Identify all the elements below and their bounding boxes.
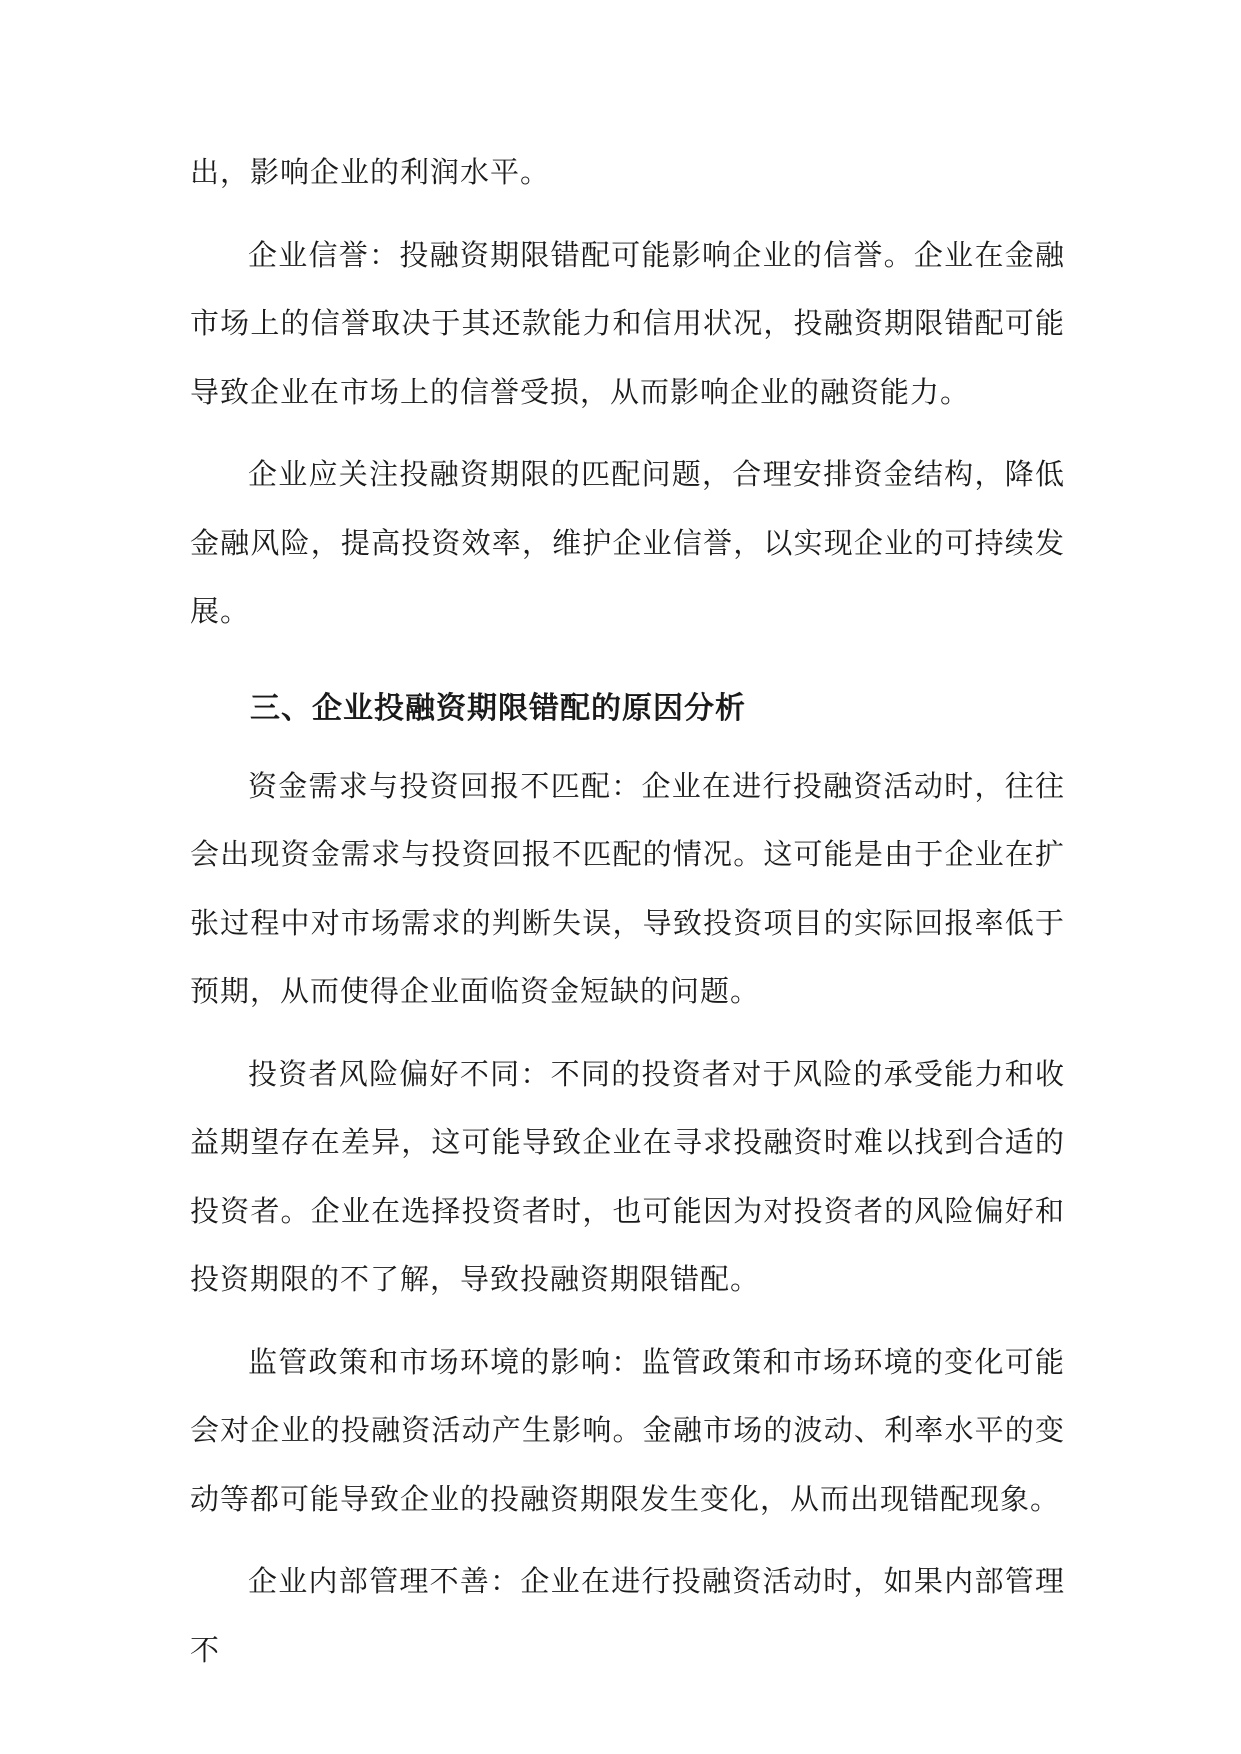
paragraph-investor-risk: 投资者风险偏好不同：不同的投资者对于风险的承受能力和收益期望存在差异，这可能导致企业在寻求投融资时难以找到合适的投资者。企业在选择投资者时，也可能因为对投资者的风险偏好和投资期限的不了解，导致投融资期限错配。 (190, 1056, 1065, 1296)
paragraph-regulation-market: 监管政策和市场环境的影响：监管政策和市场环境的变化可能会对企业的投融资活动产生影响。金融市场的波动、利率水平的变动等都可能导致企业的投融资期限发生变化，从而出现错配现象。 (190, 1344, 1065, 1516)
paragraph-continuation: 出，影响企业的利润水平。 (190, 155, 551, 189)
document-page (190, 138, 1065, 1698)
paragraph-funding-mismatch: 资金需求与投资回报不匹配：企业在进行投融资活动时，往往会出现资金需求与投资回报不匹配的情况。这可能是由于企业在扩张过程中对市场需求的判断失误，导致投资项目的实际回报率低于预期，从而使得企业面临资金短缺的问题。 (190, 768, 1065, 1008)
paragraph-enterprise-reputation: 企业信誉：投融资期限错配可能影响企业的信誉。企业在金融市场上的信誉取决于其还款能力和信用状况，投融资期限错配可能导致企业在市场上的信誉受损，从而影响企业的融资能力。 (190, 237, 1065, 409)
paragraph-summary: 企业应关注投融资期限的匹配问题，合理安排资金结构，降低金融风险，提高投资效率，维护企业信誉，以实现企业的可持续发展。 (190, 457, 1065, 628)
paragraph-internal-management: 企业内部管理不善：企业在进行投融资活动时，如果内部管理不 (190, 1564, 1065, 1667)
section-heading: 三、企业投融资期限错配的原因分析 (250, 690, 746, 726)
